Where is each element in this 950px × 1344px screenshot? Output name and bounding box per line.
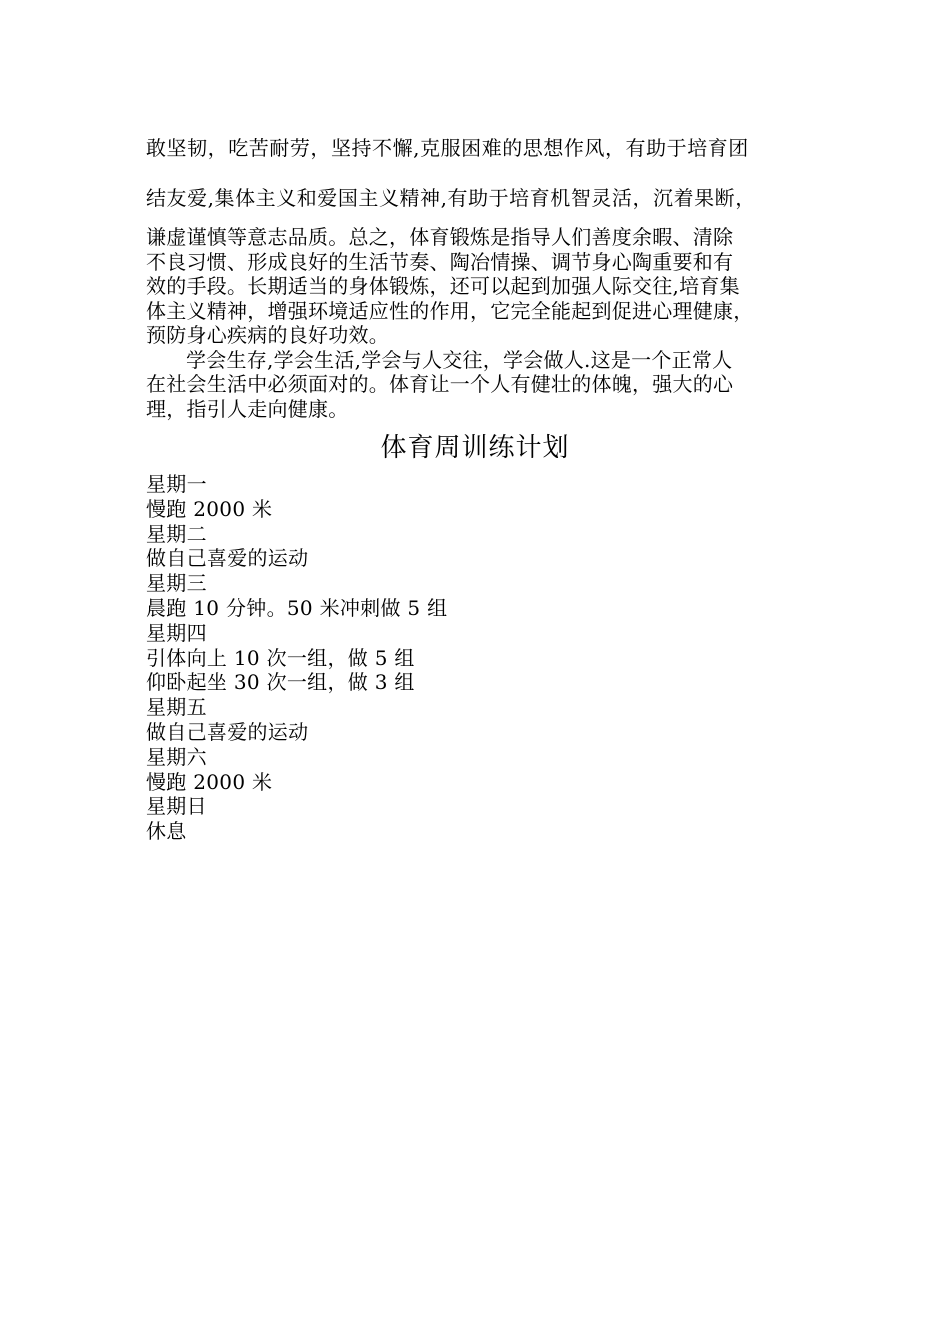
- paragraph-line: 不良习惯、形成良好的生活节奏、陶冶情操、调节身心陶重要和有: [146, 249, 734, 274]
- schedule-activity: 慢跑 2000 米: [146, 496, 273, 521]
- weekly-schedule: [146, 472, 447, 844]
- paragraph2-line: 理，指引人走向健康。: [146, 396, 349, 421]
- schedule-day: 星期五: [146, 695, 207, 720]
- plan-title: 体育周训练计划: [380, 433, 570, 463]
- schedule-activity: 慢跑 2000 米: [146, 769, 273, 794]
- body-line-1: 敢坚韧，吃苦耐劳，坚持不懈,克服困难的思想作风，有助于培育团: [146, 136, 749, 160]
- schedule-activity: 做自己喜爱的运动: [146, 546, 309, 571]
- schedule-activity: 做自己喜爱的运动: [146, 719, 309, 744]
- schedule-activity: 引体向上 10 次一组，做 5 组: [146, 645, 415, 670]
- schedule-day: 星期三: [146, 571, 207, 596]
- schedule-day: 星期日: [146, 794, 207, 819]
- schedule-day: 星期二: [146, 521, 207, 546]
- paragraph-line: 预防身心疾病的良好功效。: [146, 323, 389, 347]
- body-paragraph: [146, 225, 806, 421]
- schedule-activity: 仰卧起坐 30 次一组，做 3 组: [146, 670, 415, 695]
- paragraph-line: 体主义精神，增强环境适应性的作用，它完全能起到促进心理健康，: [146, 298, 754, 323]
- schedule-activity: 休息: [146, 819, 187, 844]
- body-line-2: 结友爱,集体主义和爱国主义精神,有助于培育机智灵活，沉着果断，: [146, 186, 756, 210]
- schedule-day: 星期一: [146, 472, 207, 496]
- schedule-activity: 晨跑 10 分钟。50 米冲刺做 5 组: [146, 595, 448, 620]
- paragraph-line: 谦虚谨慎等意志品质。总之，体育锻炼是指导人们善度余暇、清除: [146, 225, 734, 249]
- paragraph-line: 效的手段。长期适当的身体锻炼，还可以起到加强人际交往,培育集: [146, 274, 740, 298]
- paragraph2-line: 在社会生活中必须面对的。体育让一个人有健壮的体魄，强大的心: [146, 372, 734, 396]
- paragraph2-line: 学会生存,学会生活,学会与人交往，学会做人.这是一个正常人: [186, 347, 733, 372]
- schedule-day: 星期六: [146, 744, 207, 769]
- schedule-day: 星期四: [146, 620, 207, 645]
